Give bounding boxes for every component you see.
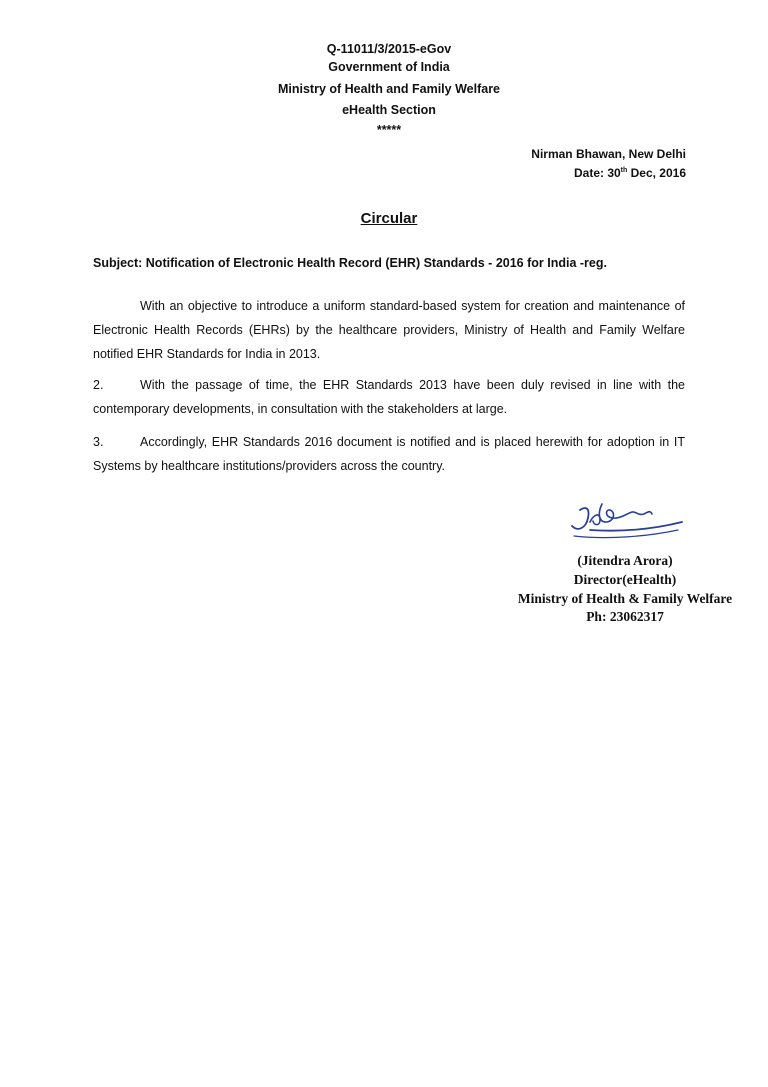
government-line: Government of India <box>328 60 450 74</box>
signatory-designation: Director(eHealth) <box>573 572 677 587</box>
handwritten-signature <box>560 496 690 544</box>
ministry-line: Ministry of Health and Family Welfare <box>277 82 501 96</box>
section-line: eHealth Section <box>342 103 436 117</box>
paragraph-number: 3. <box>93 435 104 449</box>
paragraph-2 <box>93 373 685 421</box>
paragraph-number: 2. <box>93 378 104 392</box>
date-suffix: Dec, 2016 <box>627 166 686 180</box>
file-number: Q-11011/3/2015-eGov <box>326 42 452 56</box>
stars-separator: ***** <box>376 123 402 137</box>
signatory-ministry: Ministry of Health & Family Welfare <box>517 591 733 606</box>
date-prefix: Date: 30 <box>573 166 621 180</box>
paragraph-1 <box>93 294 685 366</box>
signatory-name: (Jitendra Arora) <box>577 553 673 568</box>
paragraph-3 <box>93 430 685 478</box>
paragraph-text: Accordingly, EHR Standards 2016 document is notified and is placed herewith for adoption in IT Systems by healthcare institutions/providers across the country. <box>93 435 685 473</box>
place-location: Nirman Bhawan, New Delhi <box>531 147 686 161</box>
paragraph-text: With an objective to introduce a uniform standard-based system for creation and maintenance of Electronic Health Records (EHRs) by the healthcare providers, Ministry of Health and Family Welfare notified EHR Standards for India in 2013. <box>93 299 685 361</box>
signature-icon <box>560 496 690 544</box>
subject-line: Subject: Notification of Electronic Health Record (EHR) Standards - 2016 for India -reg. <box>93 256 607 270</box>
paragraph-text: With the passage of time, the EHR Standards 2013 have been duly revised in line with the contemporary developments, in consultation with the stakeholders at large. <box>93 378 685 416</box>
issue-date <box>574 164 686 182</box>
date-superscript: th <box>620 167 628 174</box>
signatory-phone: Ph: 23062317 <box>586 609 664 624</box>
document-title: Circular <box>360 210 418 227</box>
